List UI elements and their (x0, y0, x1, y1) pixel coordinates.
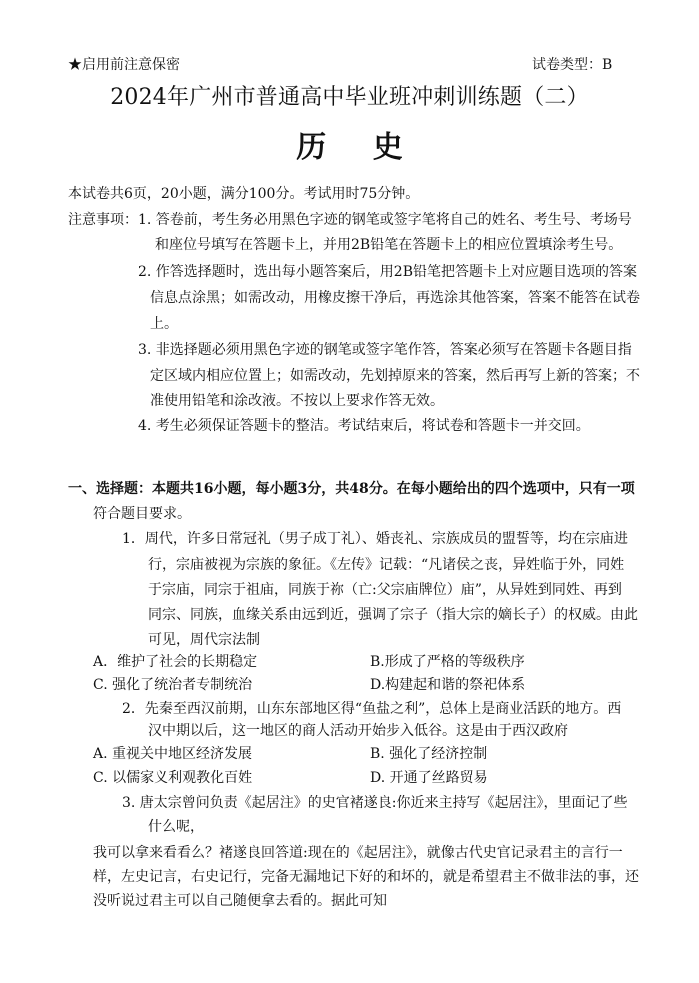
q3-line-1: 3. 唐太宗曾问负责《起居注》的史官褚遂良:你近来主持写《起居注》，里面记了些 (122, 795, 628, 811)
q1-option-c[interactable]: C. 强化了统治者专制统治 (93, 677, 253, 693)
exam-title: 2024年广州市普通高中毕业班冲刺训练题（二） (110, 85, 589, 110)
q3-continuation-2: 样，左史记言，右史记行，完备无漏地记下好的和坏的，就是希望君主不做非法的事，还 (93, 869, 639, 885)
q1-line-4: 同宗、同族，血缘关系由远到近，强调了宗子（指大宗的嫡长子）的权威。由此 (148, 607, 638, 623)
note-2-line-2: 信息点涂黑；如需改动，用橡皮擦干净后，再选涂其他答案，答案不能答在试卷 (150, 290, 640, 306)
notes-label: 注意事项： (68, 212, 138, 228)
q1-option-b[interactable]: B.形成了严格的等级秩序 (370, 654, 525, 670)
note-3-line-1: 3. 非选择题必须用黑色字迹的钢笔或签字笔作答，答案必须写在答题卡各题目指 (138, 342, 632, 358)
confidential-notice: ★启用前注意保密 (68, 57, 180, 73)
exam-info: 本试卷共6页，20小题，满分100分。考试用时75分钟。 (68, 186, 420, 202)
note-2-line-1: 2. 作答选择题时，选出每小题答案后，用2B铅笔把答题卡上对应题目选项的答案 (138, 264, 638, 280)
q2-option-a[interactable]: A. 重视关中地区经济发展 (93, 746, 253, 762)
note-2-line-3: 上。 (150, 316, 178, 332)
q1-line-5: 可见，周代宗法制 (148, 632, 260, 648)
q2-line-2: 汉中期以后，这一地区的商人活动开始步入低谷。这是由于西汉政府 (148, 723, 568, 739)
q3-continuation-3: 没听说过君主可以自己随便拿去看的。据此可知 (93, 893, 387, 909)
section-heading-line-2: 符合题目要求。 (93, 506, 191, 522)
q3-line-2: 什么呢， (148, 819, 204, 835)
q1-line-1: 1．周代，许多日常冠礼（男子成丁礼）、婚丧礼、宗族成员的盟誓等，均在宗庙进 (122, 531, 628, 547)
section-heading-emphasis: 四个选项中 (494, 481, 565, 497)
q3-continuation-1: 我可以拿来看看么？褚遂良回答道:现在的《起居注》，就像古代史官记录君主的言行一 (93, 845, 623, 861)
section-heading-line-1 (68, 480, 635, 498)
q2-option-b[interactable]: B. 强化了经济控制 (370, 746, 488, 762)
subject-title: 历 史 (296, 130, 421, 165)
q1-option-a[interactable]: A．维护了社会的长期稳定 (93, 654, 258, 670)
note-1-line-1: 1. 答卷前，考生务必用黑色字迹的钢笔或签字笔将自己的姓名、考生号、考场号 (138, 212, 632, 228)
note-1-line-2: 和座位号填写在答题卡上，并用2B铅笔在答题卡上的相应位置填涂考生号。 (155, 237, 623, 253)
q2-line-1: 2．先秦至西汉前期，山东东部地区得“鱼盐之利”，总体上是商业活跃的地方。西 (122, 701, 622, 717)
note-3-line-2: 定区域内相应位置上；如需改动，先划掉原来的答案，然后再写上新的答案；不 (150, 368, 640, 384)
q2-option-c[interactable]: C. 以儒家义利观教化百姓 (93, 770, 253, 786)
section-heading-text-c: ，只有一项 (564, 481, 635, 497)
note-3-line-3: 准使用铅笔和涂改液。不按以上要求作答无效。 (150, 393, 444, 409)
paper-type: 试卷类型：B (532, 57, 613, 73)
q1-line-2: 行，宗庙被视为宗族的象征。《左传》记载：“凡诸侯之丧，异姓临于外，同姓 (148, 557, 625, 573)
q1-option-d[interactable]: D.构建起和谐的祭祀体系 (370, 677, 526, 693)
section-heading-text-a: 一、选择题：本题共16小题，每小题3分，共48分。在每小题给出的 (68, 481, 495, 497)
q2-option-d[interactable]: D. 开通了丝路贸易 (370, 770, 488, 786)
q1-line-3: 于宗庙，同宗于祖庙，同族于祢（亡:父宗庙牌位）庙”，从异姓到同姓、再到 (148, 582, 622, 598)
note-4-line-1: 4. 考生必须保证答题卡的整洁。考试结束后，将试卷和答题卡一并交回。 (138, 418, 590, 434)
